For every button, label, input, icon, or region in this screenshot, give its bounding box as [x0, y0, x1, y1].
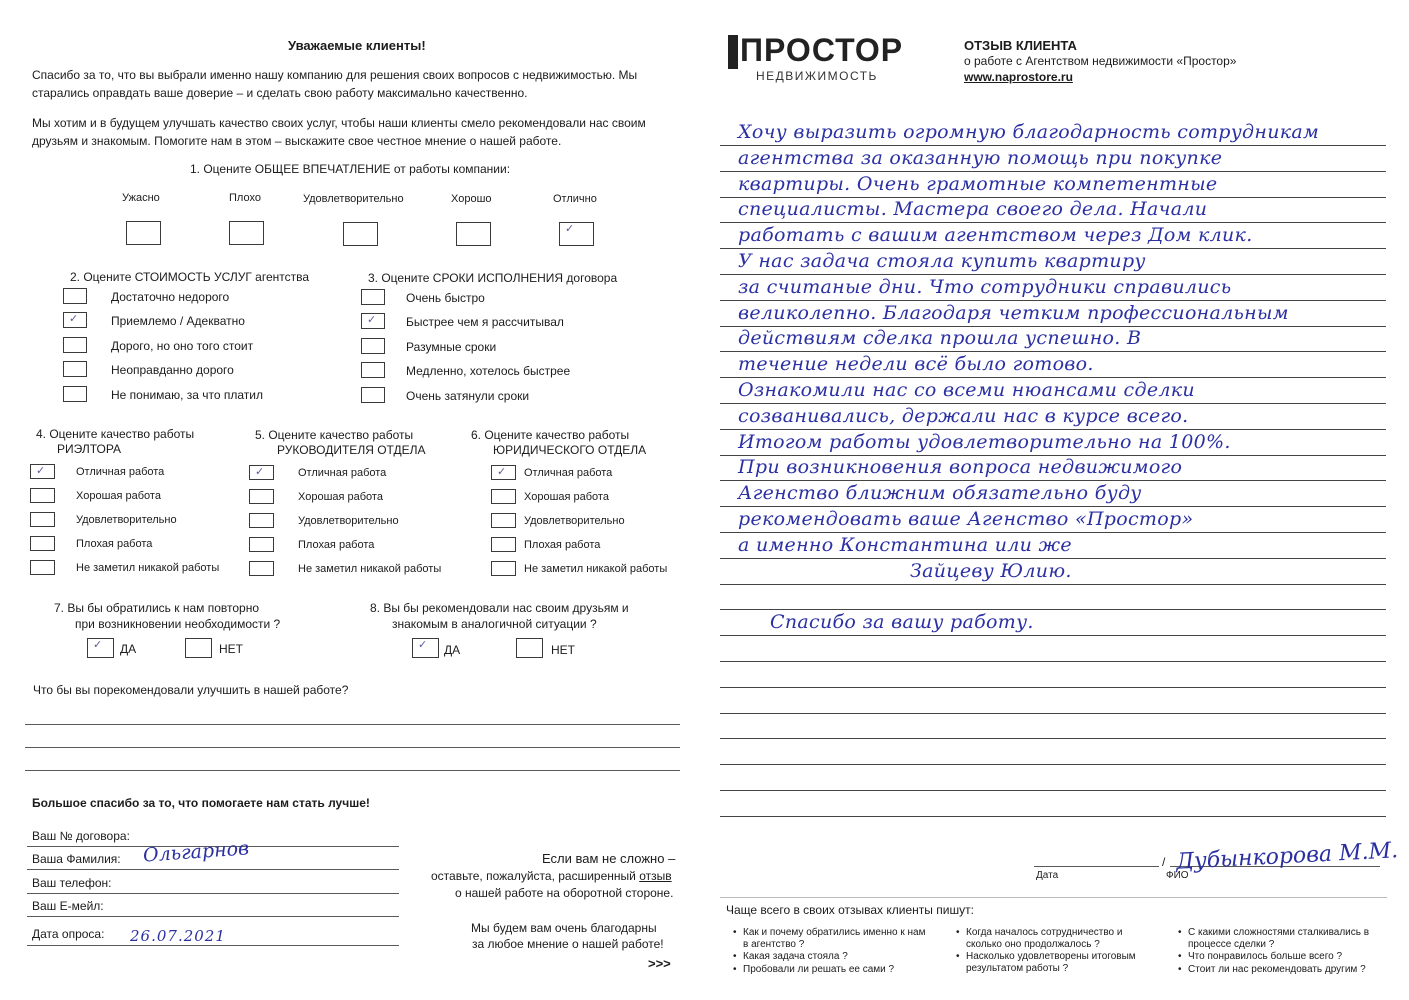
ruled-line: [720, 687, 1386, 688]
handwritten-line: Агенство ближним обязательно буду: [738, 482, 1142, 504]
q8-yes-checkbox[interactable]: [412, 638, 439, 658]
ruled-line: [720, 790, 1386, 791]
surname-field[interactable]: [27, 869, 399, 870]
note-line-2-text: оставьте, пожалуйста, расширенный: [431, 869, 640, 883]
q3-option-label: Быстрее чем я рассчитывал: [406, 315, 564, 329]
q2-option-label: Приемлемо / Адекватно: [111, 314, 245, 328]
q4-checkbox[interactable]: [30, 464, 55, 479]
ruled-line: [720, 584, 1386, 585]
review-title: ОТЗЫВ КЛИЕНТА: [964, 38, 1077, 53]
q3-checkbox[interactable]: [361, 338, 385, 354]
q6-title: 6. Оцените качество работы: [471, 428, 630, 442]
q6-subtitle: ЮРИДИЧЕСКОГО ОТДЕЛА: [493, 443, 647, 457]
q6-checkbox[interactable]: [491, 489, 516, 504]
tip-item: • Пробовали ли решать ее сами ?: [743, 964, 929, 976]
handwritten-line: Хочу выразить огромную благодарность сотрудникам: [738, 121, 1320, 143]
contract-label: Ваш № договора:: [32, 829, 130, 843]
q2-checkbox[interactable]: [63, 288, 87, 304]
ruled-line: [720, 171, 1386, 172]
q2-option-label: Дорого, но оно того стоит: [111, 339, 254, 353]
footer-divider: [720, 897, 1387, 898]
q1-option-label: Отлично: [553, 193, 597, 205]
handwritten-line: Итогом работы удовлетворительно на 100%.: [738, 431, 1231, 453]
q5-option-label: Удовлетворительно: [298, 515, 399, 527]
q2-option-label: Достаточно недорого: [111, 290, 230, 304]
improve-line[interactable]: [25, 747, 680, 748]
q2-checkbox[interactable]: [63, 312, 87, 328]
handwritten-line: за считаные дни. Что сотрудники справились: [738, 276, 1232, 298]
improve-line[interactable]: [25, 724, 680, 725]
q5-option-label: Хорошая работа: [298, 491, 383, 503]
date-label: Дата опроса:: [32, 927, 105, 941]
phone-label: Ваш телефон:: [32, 876, 112, 890]
q8-title: 8. Вы бы рекомендовали нас своим друзьям и: [370, 601, 629, 615]
q3-checkbox[interactable]: [361, 289, 385, 305]
handwritten-line: У нас задача стояла купить квартиру: [738, 250, 1146, 272]
q4-checkbox[interactable]: [30, 536, 55, 551]
q7-subtitle: при возникновении необходимости ?: [75, 617, 281, 631]
ruled-line: [720, 248, 1386, 249]
date-caption: Дата: [1036, 870, 1059, 881]
q6-checkbox[interactable]: [491, 465, 516, 480]
ruled-line: [720, 480, 1386, 481]
q6-checkbox[interactable]: [491, 513, 516, 528]
q4-subtitle: РИЭЛТОРА: [57, 442, 122, 456]
date-line[interactable]: [1034, 866, 1159, 867]
arrows-icon[interactable]: >>>: [648, 956, 671, 971]
intro-paragraph-2: Мы хотим и в будущем улучшать качество своих услуг, чтобы наши клиенты смело рекомендовали нас своим друзьям и знакомым. Помогите нам в этом – выскажите свое честное мнение о нашей работе.: [32, 116, 646, 148]
q7-no-label: НЕТ: [219, 642, 243, 656]
handwritten-line: специалисты. Мастера своего дела. Начали: [738, 198, 1208, 220]
email-field[interactable]: [27, 916, 399, 917]
tip-item: • Когда началось сотрудничество и сколько оно продолжалось ?: [966, 927, 1156, 951]
survey-heading: Уважаемые клиенты!: [288, 38, 426, 53]
q5-checkbox[interactable]: [249, 537, 274, 552]
q3-option-label: Очень затянули сроки: [406, 389, 530, 403]
handwritten-line: созванивались, держали нас в курсе всего.: [738, 405, 1189, 427]
tip-item: • Как и почему обратились именно к нам в агентство ?: [743, 927, 929, 951]
q4-option-label: Удовлетворительно: [76, 514, 177, 526]
fio-caption: ФИО: [1166, 870, 1189, 881]
ruled-line: [720, 274, 1386, 275]
q2-checkbox[interactable]: [63, 361, 87, 377]
q6-option-label: Удовлетворительно: [524, 515, 625, 527]
q1-option-label: Плохо: [229, 192, 261, 204]
q2-option-label: Неоправданно дорого: [111, 363, 234, 377]
q4-title: 4. Оцените качество работы: [36, 427, 195, 441]
note-line-1: Если вам не сложно –: [542, 851, 676, 866]
survey-page: [0, 0, 700, 1000]
q5-option-label: Отличная работа: [298, 467, 387, 479]
q8-no-label: НЕТ: [551, 643, 575, 657]
handwritten-review[interactable]: [700, 0, 1409, 820]
q6-option-label: Не заметил никакой работы: [524, 563, 668, 575]
q8-subtitle: знакомым в аналогичной ситуации ?: [392, 617, 597, 631]
q5-checkbox[interactable]: [249, 561, 274, 576]
q6-option-label: Отличная работа: [524, 467, 613, 479]
surname-value[interactable]: Ольгарнов: [142, 837, 250, 867]
handwritten-line: При возникновения вопроса недвижимого: [738, 456, 1183, 478]
note-line-2: [431, 869, 672, 883]
q5-title: 5. Оцените качество работы: [255, 428, 414, 442]
q1-checkbox-satisfactory[interactable]: [343, 222, 378, 246]
ruled-line: [720, 661, 1386, 662]
q1-checkbox-terrible[interactable]: [126, 221, 161, 245]
q4-checkbox[interactable]: [30, 512, 55, 527]
signature-handwritten[interactable]: Дубынкорова М.М.: [1175, 838, 1399, 875]
q6-checkbox[interactable]: [491, 561, 516, 576]
surname-label: Ваша Фамилия:: [32, 852, 121, 866]
q4-option-label: Хорошая работа: [76, 490, 161, 502]
q2-checkbox[interactable]: [63, 386, 87, 402]
q4-checkbox[interactable]: [30, 488, 55, 503]
tip-item: • Стоит ли нас рекомендовать другим ?: [1188, 964, 1378, 976]
ruled-line: [720, 222, 1386, 223]
ruled-line: [720, 609, 1386, 610]
ruled-line: [720, 532, 1386, 533]
date-value[interactable]: 26.07.2021: [130, 927, 226, 945]
handwritten-line: рекомендовать ваше Агенство «Простор»: [738, 508, 1194, 530]
q5-checkbox[interactable]: [249, 489, 274, 504]
handwritten-line: Ознакомили нас со всеми нюансами сделки: [738, 379, 1195, 401]
handwritten-line: Спасибо за вашу работу.: [770, 611, 1034, 633]
q5-checkbox[interactable]: [249, 513, 274, 528]
q8-no-checkbox[interactable]: [516, 638, 543, 658]
ruled-line: [720, 403, 1386, 404]
q2-title: 2. Оцените СТОИМОСТЬ УСЛУГ агентства: [70, 270, 310, 284]
q7-no-checkbox[interactable]: [185, 638, 212, 658]
handwritten-line: действиям сделка прошла успешно. В: [738, 327, 1142, 349]
phone-field[interactable]: [27, 893, 399, 894]
q5-checkbox[interactable]: [249, 465, 274, 480]
q1-option-label: Хорошо: [451, 193, 492, 205]
date-field[interactable]: [27, 945, 399, 946]
q3-checkbox[interactable]: [361, 387, 385, 403]
ruled-line: [720, 145, 1386, 146]
q7-yes-label: ДА: [120, 642, 137, 656]
q1-checkbox-good[interactable]: [456, 222, 491, 246]
q3-option-label: Медленно, хотелось быстрее: [406, 364, 571, 378]
intro-paragraph-1: Спасибо за то, что вы выбрали именно нашу компанию для решения своих вопросов с недвижимостью. Мы старались оправдать ваше доверие – и сделать свою работу максимально качественно.: [32, 68, 638, 100]
q1-checkbox-excellent[interactable]: [559, 222, 594, 246]
q3-option-label: Разумные сроки: [406, 340, 497, 354]
improve-line[interactable]: [25, 770, 680, 771]
ruled-line: [720, 558, 1386, 559]
review-link[interactable]: отзыв: [639, 869, 672, 883]
ruled-line: [720, 635, 1386, 636]
q5-subtitle: РУКОВОДИТЕЛЯ ОТДЕЛА: [277, 443, 426, 457]
tip-item: • Какая задача стояла ?: [743, 951, 929, 963]
q2-checkbox[interactable]: [63, 337, 87, 353]
tip-item: • С какими сложностями сталкивались в процессе сделки ?: [1188, 927, 1378, 951]
q3-title: 3. Оцените СРОКИ ИСПОЛНЕНИЯ договора: [368, 271, 618, 285]
q7-yes-checkbox[interactable]: [87, 638, 114, 658]
ruled-line: [720, 713, 1386, 714]
website-link[interactable]: www.naprostore.ru: [964, 70, 1073, 84]
ruled-line: [720, 764, 1386, 765]
ruled-line: [720, 506, 1386, 507]
q2-option-label: Не понимаю, за что платил: [111, 388, 264, 402]
footer-title: Чаще всего в своих отзывах клиенты пишут:: [726, 903, 974, 917]
tip-item: • Что понравилось больше всего ?: [1188, 951, 1378, 963]
q1-option-label: Удовлетворительно: [303, 193, 404, 205]
handwritten-line: агентства за оказанную помощь при покупке: [738, 147, 1223, 169]
q1-title: 1. Оцените ОБЩЕЕ ВПЕЧАТЛЕНИЕ от работы компании:: [190, 162, 511, 176]
ruled-line: [720, 377, 1386, 378]
q6-option-label: Плохая работа: [524, 539, 601, 551]
q3-option-label: Очень быстро: [406, 291, 485, 305]
note-line-5: за любое мнение о нашей работе!: [472, 937, 664, 951]
q4-checkbox[interactable]: [30, 560, 55, 575]
q1-option-label: Ужасно: [122, 192, 160, 204]
ruled-line: [720, 429, 1386, 430]
q5-option-label: Не заметил никакой работы: [298, 563, 442, 575]
q4-option-label: Отличная работа: [76, 466, 165, 478]
q1-checkbox-bad[interactable]: [229, 221, 264, 245]
signature-separator: /: [1162, 855, 1166, 869]
q3-checkbox[interactable]: [361, 362, 385, 378]
tip-item: • Насколько удовлетворены итоговым результатом работы ?: [966, 951, 1156, 975]
ruled-line: [720, 738, 1386, 739]
q5-option-label: Плохая работа: [298, 539, 375, 551]
thanks-text: Большое спасибо за то, что помогаете нам стать лучше!: [32, 796, 370, 810]
ruled-line: [720, 300, 1386, 301]
note-line-4: Мы будем вам очень благодарны: [471, 921, 657, 935]
ruled-line: [720, 351, 1386, 352]
q6-checkbox[interactable]: [491, 537, 516, 552]
q4-option-label: Плохая работа: [76, 538, 153, 550]
q4-option-label: Не заметил никакой работы: [76, 562, 220, 574]
handwritten-line: течение недели всё было готово.: [738, 353, 1094, 375]
review-page: [700, 0, 1409, 1000]
logo-sub: НЕДВИЖИМОСТЬ: [756, 69, 878, 83]
q6-option-label: Хорошая работа: [524, 491, 609, 503]
handwritten-line: Зайцеву Юлию.: [910, 560, 1072, 582]
handwritten-line: квартиры. Очень грамотные компетентные: [738, 173, 1218, 195]
q8-yes-label: ДА: [444, 643, 461, 657]
handwritten-line: великолепно. Благодаря четким профессиональным: [738, 302, 1289, 324]
ruled-line: [720, 816, 1386, 817]
handwritten-line: а именно Константина или же: [738, 534, 1072, 556]
handwritten-line: работать с вашим агентством через Дом клик.: [738, 224, 1253, 246]
review-subtitle: о работе с Агентством недвижимости «Простор»: [964, 54, 1237, 68]
improve-prompt: Что бы вы порекомендовали улучшить в нашей работе?: [33, 683, 349, 697]
email-label: Ваш Е-мейл:: [32, 899, 104, 913]
note-line-3: о нашей работе на оборотной стороне.: [455, 886, 674, 900]
logo-main: ПРОСТОР: [740, 32, 904, 68]
q3-checkbox[interactable]: [361, 313, 385, 329]
q7-title: 7. Вы бы обратились к нам повторно: [54, 601, 260, 615]
